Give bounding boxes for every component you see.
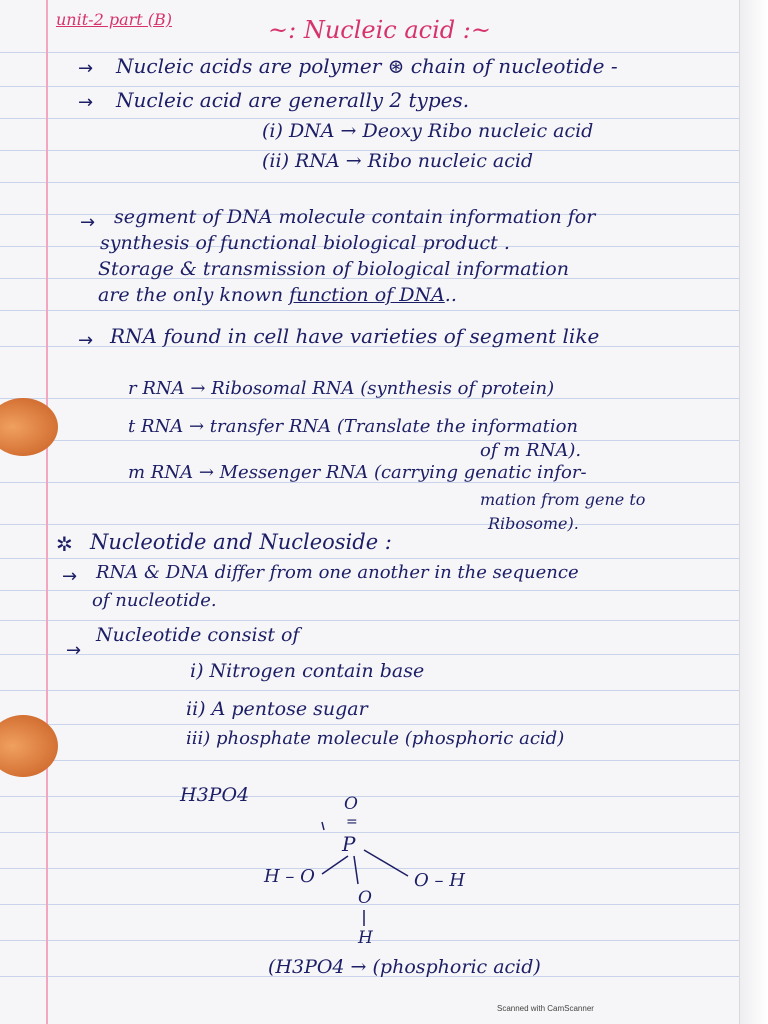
mrna-line-2: mation from gene to <box>480 490 646 509</box>
dna-segment-line-3: Storage & transmission of biological information <box>98 258 569 280</box>
dna-definition: (i) DNA → Deoxy Ribo nucleic acid <box>262 120 594 142</box>
dna-function-suffix: .. <box>444 284 457 306</box>
dna-segment-line-1: segment of DNA molecule contain information for <box>114 206 596 228</box>
arrow-bullet-icon: → <box>78 58 94 79</box>
page-title: ~: Nucleic acid :~ <box>268 16 491 44</box>
component-phosphate: iii) phosphate molecule (phosphoric acid) <box>186 728 565 749</box>
rna-dna-difference-line-1: RNA & DNA differ from one another in the sequence <box>96 562 579 583</box>
arrow-bullet-icon: → <box>66 640 82 661</box>
mrna-line: m RNA → Messenger RNA (carrying genatic infor- <box>128 462 587 483</box>
arrow-bullet-icon: → <box>78 330 94 351</box>
structure-bottom-hydrogen: H <box>358 928 373 948</box>
nucleotide-components-intro: Nucleotide consist of <box>96 624 300 646</box>
scanner-watermark: Scanned with CamScanner <box>497 1004 594 1013</box>
nucleic-acid-definition: Nucleic acids are polymer ⊛ chain of nucleotide - <box>116 54 618 78</box>
rna-dna-difference-line-2: of nucleotide. <box>92 590 217 611</box>
arrow-bullet-icon: → <box>80 212 96 233</box>
unit-label: unit-2 part (B) <box>56 10 173 29</box>
component-pentose-sugar: ii) A pentose sugar <box>186 698 368 720</box>
component-nitrogen-base: i) Nitrogen contain base <box>190 660 425 682</box>
rrna-line: r RNA → Ribosomal RNA (synthesis of protein) <box>128 378 555 399</box>
nucleic-acid-types-line: Nucleic acid are generally 2 types. <box>116 88 470 112</box>
structure-left-hydroxyl: H – O <box>264 866 315 887</box>
h3po4-formula: H3PO4 <box>180 784 250 806</box>
dna-segment-line-2: synthesis of functional biological product . <box>100 232 510 254</box>
star-bullet-icon: ✲ <box>56 532 73 556</box>
arrow-bullet-icon: → <box>78 92 94 113</box>
structure-caption: (H3PO4 → (phosphoric acid) <box>268 956 541 978</box>
trna-line: t RNA → transfer RNA (Translate the information <box>128 416 579 437</box>
structure-double-bond: = <box>346 814 358 830</box>
rna-definition: (ii) RNA → Ribo nucleic acid <box>262 150 534 172</box>
dna-function-prefix: are the only known <box>98 284 284 306</box>
rna-varieties-intro: RNA found in cell have varieties of segment like <box>110 324 600 348</box>
arrow-bullet-icon: → <box>62 566 78 587</box>
trna-line-2: of m RNA). <box>480 440 582 461</box>
dna-function-underlined: function of DNA <box>289 284 445 306</box>
structure-top-oxygen: O <box>344 794 358 814</box>
mrna-line-3: Ribosome). <box>488 514 579 533</box>
structure-bottom-oxygen: O <box>358 888 372 908</box>
nucleotide-heading: Nucleotide and Nucleoside : <box>90 530 392 554</box>
structure-phosphorus: P <box>342 832 356 856</box>
structure-right-hydroxyl: O – H <box>414 870 465 891</box>
